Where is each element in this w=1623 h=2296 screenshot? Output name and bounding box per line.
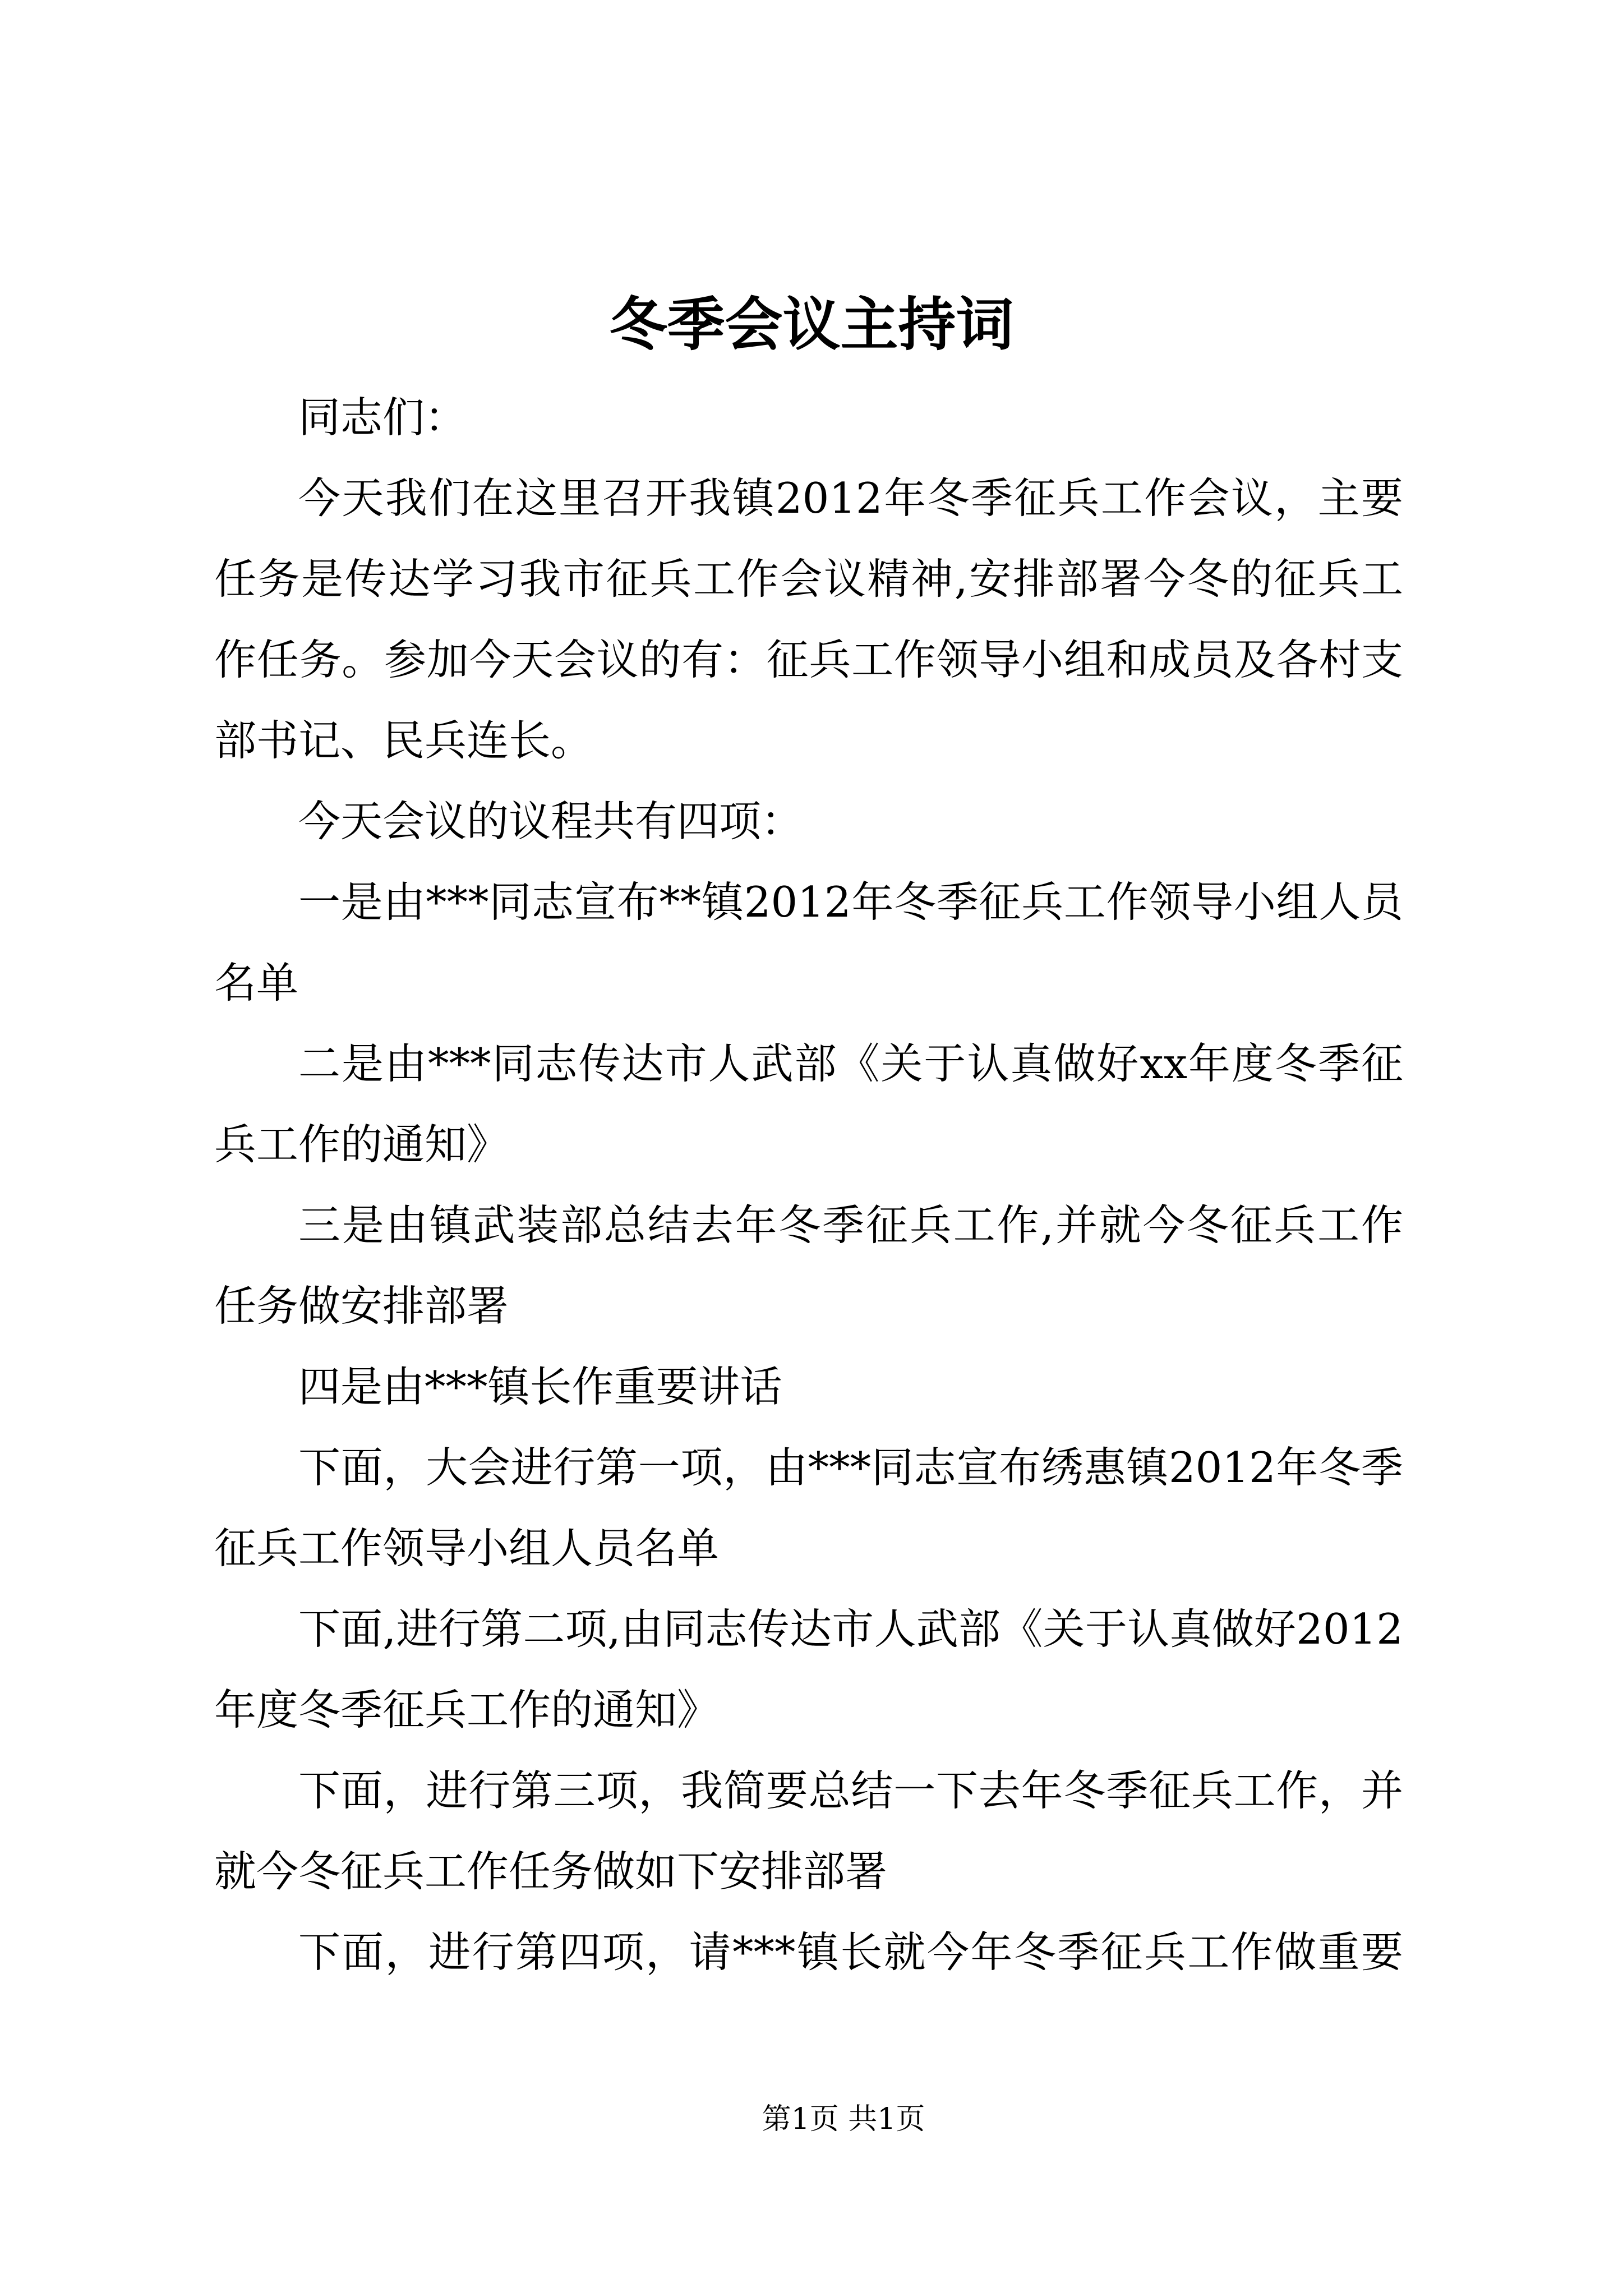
paragraph-intro	[214, 458, 1403, 781]
paragraph-line: 任务做安排部署	[214, 1281, 509, 1331]
paragraph-line: 部书记、民兵连长。	[214, 716, 593, 765]
paragraph-line: 下面,进行第二项,由同志传达市人武部《关于认真做好2012	[298, 1604, 1403, 1654]
paragraph-item-3-proceed	[214, 1750, 1403, 1912]
paragraph-line: 任务是传达学习我市征兵工作会议精神,安排部署今冬的征兵工	[214, 554, 1403, 604]
paragraph-line: 今天我们在这里召开我镇2012年冬季征兵工作会议，主要	[298, 473, 1403, 523]
paragraph-agenda-heading	[214, 781, 1403, 862]
paragraph-line: 三是由镇武装部总结去年冬季征兵工作,并就今冬征兵工作	[298, 1200, 1403, 1250]
page-footer	[731, 2101, 956, 2138]
document-title: 冬季会议主持词	[609, 291, 1014, 358]
paragraph-line: 二是由***同志传达市人武部《关于认真做好xx年度冬季征	[298, 1039, 1403, 1088]
paragraph-agenda-item-3	[214, 1185, 1403, 1346]
paragraph-line: 就今冬征兵工作任务做如下安排部署	[214, 1847, 888, 1896]
paragraph-line: 四是由***镇长作重要讲话	[298, 1362, 782, 1411]
paragraph-line: 名单	[214, 958, 299, 1007]
paragraph-item-1-proceed	[214, 1427, 1403, 1589]
paragraph-line: 兵工作的通知》	[214, 1120, 509, 1169]
paragraph-line: 今天会议的议程共有四项：	[298, 797, 804, 846]
paragraph-agenda-item-4	[214, 1346, 1403, 1427]
page-indicator: 第1页 共1页	[762, 2102, 925, 2136]
paragraph-line: 一是由***同志宣布**镇2012年冬季征兵工作领导小组人员	[298, 877, 1403, 927]
paragraph-agenda-item-1	[214, 862, 1403, 1023]
paragraph-item-4-proceed	[214, 1912, 1403, 1993]
paragraph-line: 征兵工作领导小组人员名单	[214, 1524, 720, 1573]
paragraph-greeting	[214, 377, 1403, 458]
paragraph-line: 同志们：	[298, 393, 467, 442]
document-body	[214, 377, 1403, 1993]
paragraph-line: 下面，进行第三项，我简要总结一下去年冬季征兵工作，并	[298, 1766, 1403, 1815]
paragraph-item-2-proceed	[214, 1589, 1403, 1750]
paragraph-line: 下面，进行第四项，请***镇长就今年冬季征兵工作做重要	[298, 1927, 1403, 1977]
paragraph-line: 作任务。参加今天会议的有：征兵工作领导小组和成员及各村支	[214, 635, 1403, 684]
paragraph-line: 下面，大会进行第一项，由***同志宣布绣惠镇2012年冬季	[298, 1443, 1403, 1492]
paragraph-line: 年度冬季征兵工作的通知》	[214, 1685, 720, 1734]
paragraph-agenda-item-2	[214, 1023, 1403, 1185]
